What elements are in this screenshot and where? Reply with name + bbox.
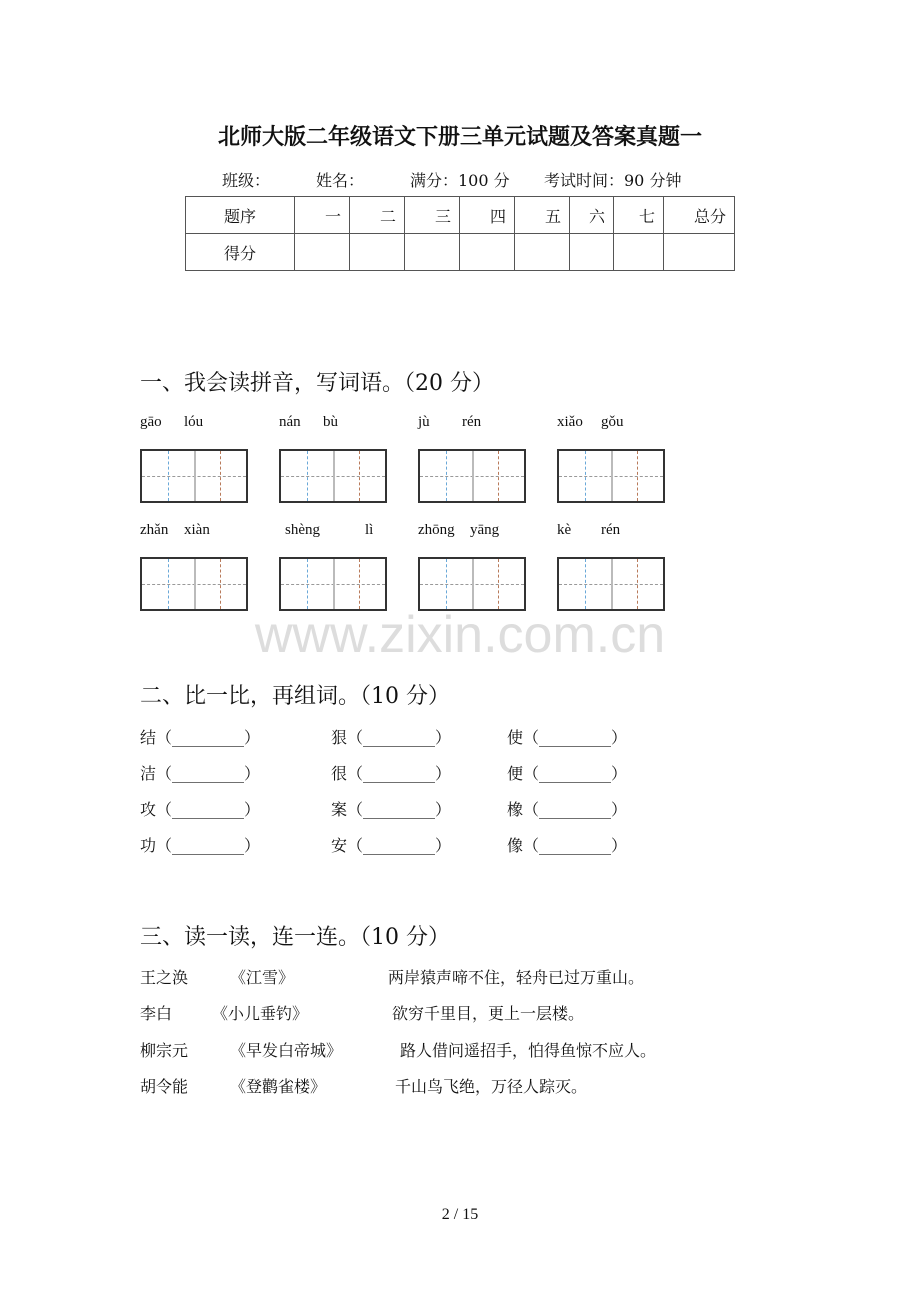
table-cell: 二 xyxy=(350,197,405,234)
table-cell: 五 xyxy=(515,197,570,234)
grid-divider xyxy=(333,451,335,501)
pinyin-syllable: gǒu xyxy=(601,414,624,430)
pinyin-syllable: jù xyxy=(418,414,430,430)
pinyin-syllable: zhōng xyxy=(418,522,455,538)
grid-guide xyxy=(446,559,447,609)
pinyin-syllable: rén xyxy=(601,522,621,538)
word-blank-item[interactable]: 结（_________） xyxy=(140,728,261,747)
section3-heading: 三、读一读，连一连。（10 分） xyxy=(140,925,450,950)
table-row xyxy=(186,234,735,271)
author-item[interactable]: 王之涣 xyxy=(140,968,189,987)
grid-divider xyxy=(611,451,613,501)
grid-guide xyxy=(168,451,169,501)
grid-guide xyxy=(498,559,499,609)
pinyin-syllable: xiǎo xyxy=(557,414,583,430)
exam-time-label: 考试时间：90 分钟 xyxy=(544,171,682,190)
grid-divider xyxy=(194,451,196,501)
table-cell: 四 xyxy=(460,197,515,234)
table-cell: 题序 xyxy=(186,197,295,234)
grid-guide xyxy=(446,451,447,501)
pinyin-syllable: xiàn xyxy=(184,522,210,538)
author-item[interactable]: 李白 xyxy=(140,1004,173,1023)
pinyin-syllable: zhǎn xyxy=(140,522,169,538)
word-blank-item[interactable]: 洁（_________） xyxy=(140,764,261,783)
word-blank-item[interactable]: 橡（_________） xyxy=(507,800,628,819)
grid-divider xyxy=(472,451,474,501)
author-item[interactable]: 柳宗元 xyxy=(140,1041,189,1060)
table-cell: 一 xyxy=(295,197,350,234)
word-blank-item[interactable]: 狠（_________） xyxy=(331,728,452,747)
grid-guide xyxy=(220,559,221,609)
grid-divider xyxy=(194,559,196,609)
word-blank-item[interactable]: 案（_________） xyxy=(331,800,452,819)
poem-title-item[interactable]: 《小儿垂钓》 xyxy=(212,1004,309,1023)
grid-guide xyxy=(220,451,221,501)
table-cell: 六 xyxy=(570,197,614,234)
grid-guide xyxy=(168,559,169,609)
score-input-cell[interactable] xyxy=(350,234,405,271)
poem-title-item[interactable]: 《江雪》 xyxy=(230,968,295,987)
section2-heading: 二、比一比，再组词。（10 分） xyxy=(140,684,450,709)
word-blank-item[interactable]: 像（_________） xyxy=(507,836,628,855)
word-blank-item[interactable]: 安（_________） xyxy=(331,836,452,855)
section1-heading: 一、我会读拼音，写词语。（20 分） xyxy=(140,371,494,396)
score-input-cell[interactable] xyxy=(570,234,614,271)
grid-guide xyxy=(307,559,308,609)
word-blank-item[interactable]: 攻（_________） xyxy=(140,800,261,819)
class-label: 班级： xyxy=(222,171,271,190)
poem-line-item[interactable]: 路人借问遥招手，怕得鱼惊不应人。 xyxy=(400,1041,657,1060)
grid-guide xyxy=(585,559,586,609)
pinyin-syllable: bù xyxy=(323,414,338,430)
pinyin-syllable: gāo xyxy=(140,414,162,430)
poem-title-item[interactable]: 《早发白帝城》 xyxy=(230,1041,343,1060)
pinyin-syllable: lóu xyxy=(184,414,204,430)
grid-guide xyxy=(498,451,499,501)
pinyin-syllable: lì xyxy=(365,522,374,538)
pinyin-syllable: yāng xyxy=(470,522,500,538)
score-input-cell[interactable] xyxy=(460,234,515,271)
poem-line-item[interactable]: 两岸猿声啼不住，轻舟已过万重山。 xyxy=(388,968,645,987)
pinyin-syllable: nán xyxy=(279,414,301,430)
tianzige-writing-box[interactable] xyxy=(279,557,387,611)
word-blank-item[interactable]: 很（_________） xyxy=(331,764,452,783)
pinyin-syllable: rén xyxy=(462,414,482,430)
word-blank-item[interactable]: 功（_________） xyxy=(140,836,261,855)
grid-guide xyxy=(637,451,638,501)
score-table xyxy=(185,196,735,271)
grid-guide xyxy=(359,559,360,609)
grid-guide xyxy=(585,451,586,501)
word-blank-item[interactable]: 便（_________） xyxy=(507,764,628,783)
tianzige-writing-box[interactable] xyxy=(418,449,526,503)
poem-title-item[interactable]: 《登鹳雀楼》 xyxy=(230,1077,327,1096)
tianzige-writing-box[interactable] xyxy=(140,557,248,611)
table-cell: 三 xyxy=(405,197,460,234)
table-row xyxy=(186,197,735,234)
grid-guide xyxy=(307,451,308,501)
score-input-cell[interactable] xyxy=(515,234,570,271)
table-cell: 总分 xyxy=(664,197,735,234)
score-input-cell[interactable] xyxy=(405,234,460,271)
grid-divider xyxy=(472,559,474,609)
tianzige-writing-box[interactable] xyxy=(140,449,248,503)
score-input-cell[interactable] xyxy=(614,234,664,271)
score-input-cell[interactable] xyxy=(295,234,350,271)
poem-line-item[interactable]: 欲穷千里目，更上一层楼。 xyxy=(392,1004,585,1023)
poem-line-item[interactable]: 千山鸟飞绝，万径人踪灭。 xyxy=(395,1077,588,1096)
full-score-label: 满分：100 分 xyxy=(410,171,510,190)
pinyin-syllable: kè xyxy=(557,522,572,538)
tianzige-writing-box[interactable] xyxy=(418,557,526,611)
tianzige-writing-box[interactable] xyxy=(557,449,665,503)
word-blank-item[interactable]: 使（_________） xyxy=(507,728,628,747)
table-cell: 七 xyxy=(614,197,664,234)
name-label: 姓名： xyxy=(316,171,365,190)
tianzige-writing-box[interactable] xyxy=(279,449,387,503)
tianzige-writing-box[interactable] xyxy=(557,557,665,611)
page-number: 2 / 15 xyxy=(441,1206,479,1223)
table-cell: 得分 xyxy=(186,234,295,271)
watermark: www.zixin.com.cn xyxy=(254,606,666,664)
score-input-cell[interactable] xyxy=(664,234,735,271)
page-title: 北师大版二年级语文下册三单元试题及答案真题一 xyxy=(217,124,702,150)
grid-divider xyxy=(611,559,613,609)
grid-guide xyxy=(359,451,360,501)
grid-divider xyxy=(333,559,335,609)
author-item[interactable]: 胡令能 xyxy=(140,1077,189,1096)
grid-guide xyxy=(637,559,638,609)
pinyin-syllable: shèng xyxy=(285,522,320,538)
